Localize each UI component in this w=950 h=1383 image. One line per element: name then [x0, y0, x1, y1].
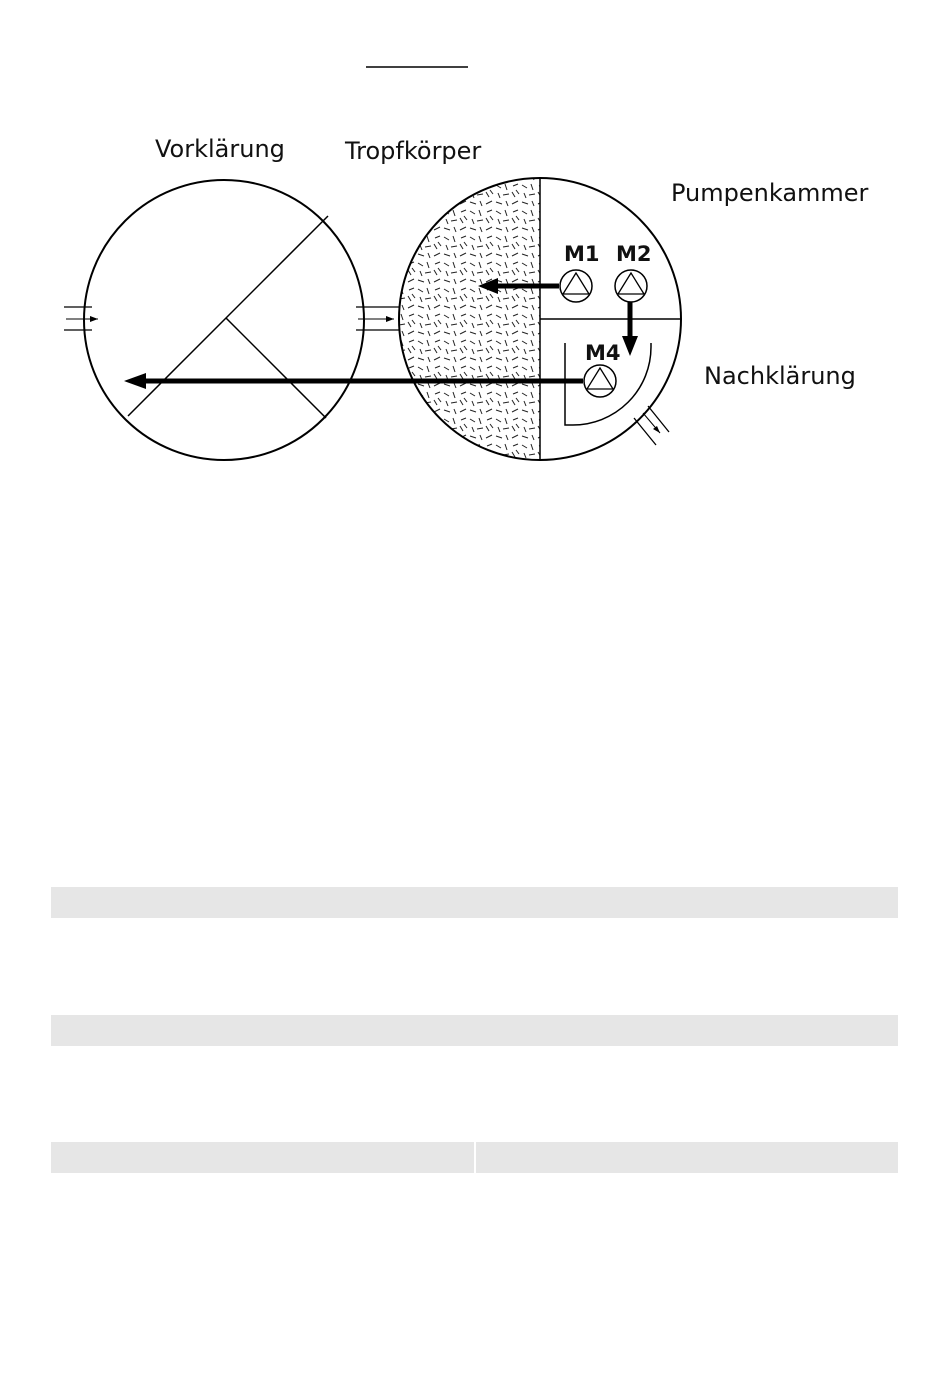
pump-m4	[584, 365, 616, 397]
table-header-band-3	[51, 1142, 898, 1173]
label-vorklaerung: Vorklärung	[155, 135, 285, 163]
pump-label-m2: M2	[616, 242, 652, 266]
table-header-cell-right	[476, 1142, 898, 1173]
flow-arrow-m2	[622, 302, 638, 356]
label-nachklaerung: Nachklärung	[704, 362, 856, 390]
pump-label-m4: M4	[585, 341, 621, 365]
label-tropfkoerper: Tropfkörper	[345, 137, 482, 165]
pump-label-m1: M1	[564, 242, 600, 266]
vorklaerung-tank	[84, 180, 364, 460]
label-pumpenkammer: Pumpenkammer	[671, 179, 869, 207]
table-header-cell-left	[51, 1142, 474, 1173]
table-header-band-1	[51, 887, 898, 918]
outlet-pipe	[634, 406, 669, 445]
pump-m2	[615, 270, 647, 302]
table-header-band-2	[51, 1015, 898, 1046]
treatment-plant-diagram	[0, 0, 950, 520]
pump-m1	[560, 270, 592, 302]
tropfkoerper-tank	[399, 178, 681, 460]
